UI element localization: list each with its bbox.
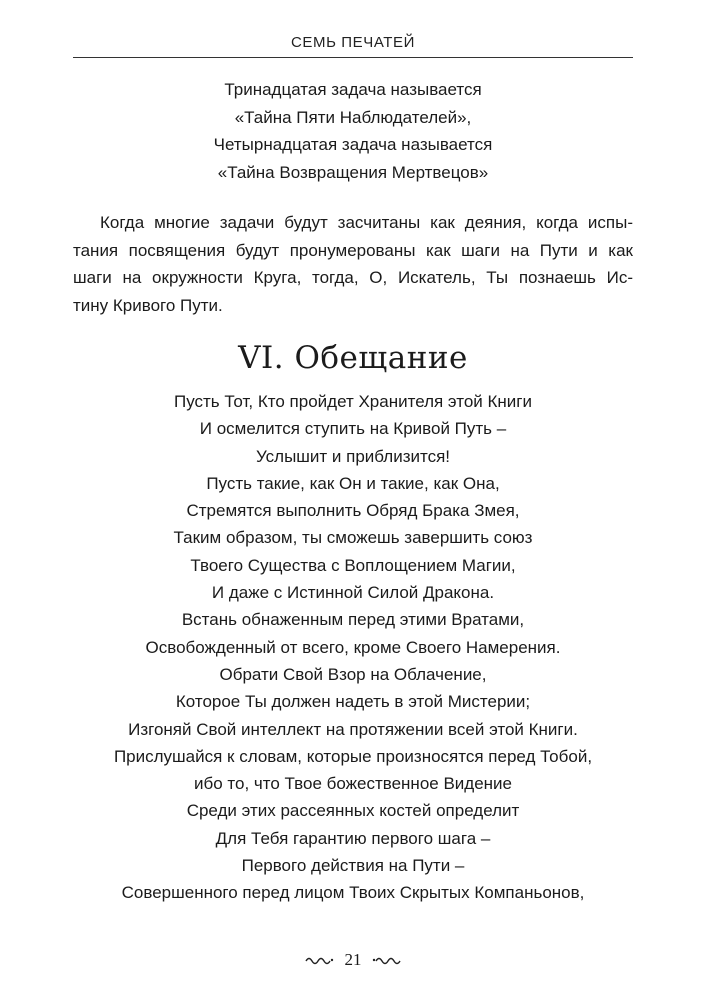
verse-line: Которое Ты должен надеть в этой Мистерии; [175,692,531,712]
verse-line: Услышит и приблизится! [255,446,451,466]
verse-line: И даже с Истинной Силой Дракона. [211,583,495,603]
verse-line: Прислушайся к словам, которые произносятся перед Тобой, [113,746,593,766]
header-divider [73,57,633,58]
task-line: Четырнадцатая задача называется [213,135,493,154]
section-verse [73,388,633,907]
left-ornament-icon [304,954,334,966]
verse-line: И осмелится ступить на Кривой Путь – [199,419,507,439]
verse-line: Пусть такие, как Он и такие, как Она, [206,473,500,493]
paragraph-line: Когда многие задачи будут засчитаны как деяния, когда испы- [100,213,633,232]
page-number: 21 [344,950,362,969]
verse-line: Таким образом, ты сможешь завершить союз [173,528,533,548]
running-header: СЕМЬ ПЕЧАТЕЙ [290,34,416,51]
task-line: «Тайна Пяти Наблюдателей», [234,107,472,127]
verse-line: Среди этих рассеянных костей определит [186,801,520,821]
paragraph-line: шаги на окружности Круга, тогда, О, Искатель, Ты познаешь Ис- [73,268,633,287]
body-paragraph [73,209,633,319]
verse-line: Обрати Свой Взор на Облачение, [219,664,487,684]
right-ornament-icon [372,954,402,966]
verse-line: Освобожденный от всего, кроме Своего Намерения. [145,637,561,657]
verse-line: Стремятся выполнить Обряд Брака Змея, [186,501,520,521]
verse-line: Для Тебя гарантию первого шага – [215,828,491,848]
task-line: «Тайна Возвращения Мертвецов» [217,162,489,182]
task-line: Тринадцатая задача называется [224,80,482,99]
paragraph-line: тания посвящения будут пронумерованы как шаги на Пути и как [73,240,633,260]
verse-line: Твоего Существа с Воплощением Магии, [190,555,516,575]
section-title: VI. Обещание [238,340,468,376]
paragraph-line: тину Кривого Пути. [73,295,223,315]
verse-line: Совершенного перед лицом Твоих Скрытых Компаньонов, [121,883,585,903]
verse-line: Встань обнаженным перед этими Вратами, [181,610,525,630]
task-names [73,76,633,186]
verse-line: Пусть Тот, Кто пройдет Хранителя этой Книги [173,392,532,411]
verse-line: Первого действия на Пути – [241,856,465,876]
verse-line: Изгоняй Свой интеллект на протяжении всей этой Книги. [128,719,578,739]
verse-line: ибо то, что Твое божественное Видение [193,774,512,794]
page-footer [73,950,633,970]
